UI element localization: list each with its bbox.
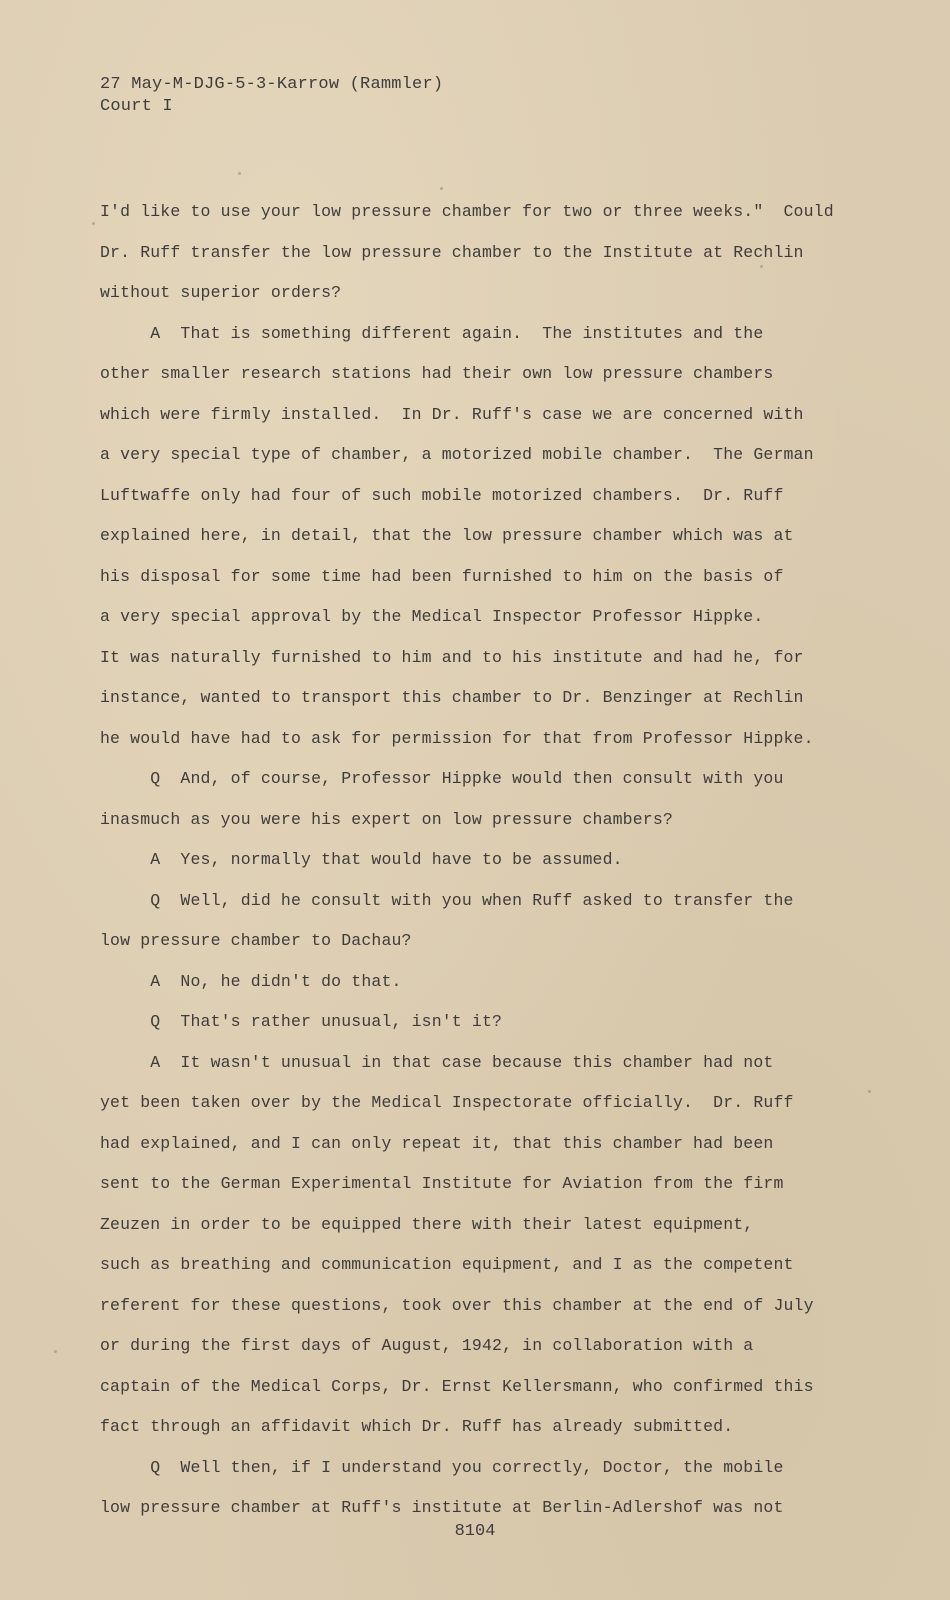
transcript-line: Q That's rather unusual, isn't it? [100, 1012, 503, 1031]
paper-speck [440, 187, 443, 190]
transcript-body [100, 192, 860, 1529]
document-header [100, 74, 443, 118]
transcript-line: a very special type of chamber, a motorized mobile chamber. The German [100, 445, 814, 464]
transcript-line: without superior orders? [100, 283, 342, 302]
transcript-line: Q Well then, if I understand you correctly, Doctor, the mobile [100, 1457, 784, 1477]
paper-speck [238, 172, 241, 175]
transcript-line: his disposal for some time had been furnished to him on the basis of [100, 566, 784, 586]
paper-speck [760, 265, 763, 268]
transcript-line: a very special approval by the Medical Inspector Professor Hippke. [100, 607, 764, 626]
transcript-line: captain of the Medical Corps, Dr. Ernst Kellersmann, who confirmed this [100, 1376, 814, 1396]
transcript-line: I'd like to use your low pressure chamber for two or three weeks." Could [100, 202, 834, 221]
transcript-line: explained here, in detail, that the low pressure chamber which was at [100, 526, 794, 545]
transcript-line: A It wasn't unusual in that case because this chamber had not [100, 1052, 774, 1072]
transcript-line: which were firmly installed. In Dr. Ruff's case we are concerned with [100, 404, 804, 424]
transcript-line: Luftwaffe only had four of such mobile motorized chambers. Dr. Ruff [100, 485, 784, 505]
transcript-line: he would have had to ask for permission for that from Professor Hippke. [100, 728, 814, 748]
transcript-line: low pressure chamber to Dachau? [100, 931, 412, 950]
transcript-line: A Yes, normally that would have to be assumed. [100, 850, 623, 869]
transcript-line: other smaller research stations had their own low pressure chambers [100, 364, 774, 383]
transcript-line: or during the first days of August, 1942, in collaboration with a [100, 1336, 754, 1355]
transcript-line: Q Well, did he consult with you when Ruff asked to transfer the [100, 890, 794, 910]
page-number: 8104 [454, 1522, 496, 1541]
transcript-line: fact through an affidavit which Dr. Ruff has already submitted. [100, 1417, 734, 1436]
transcript-line: had explained, and I can only repeat it, that this chamber had been [100, 1133, 774, 1153]
paper-speck [54, 1350, 57, 1353]
transcript-line: such as breathing and communication equipment, and I as the competent [100, 1255, 794, 1274]
transcript-line: instance, wanted to transport this chamber to Dr. Benzinger at Rechlin [100, 688, 804, 707]
transcript-line: Zeuzen in order to be equipped there with their latest equipment, [100, 1214, 754, 1234]
transcript-line: yet been taken over by the Medical Inspectorate officially. Dr. Ruff [100, 1093, 794, 1112]
transcript-line: It was naturally furnished to him and to his institute and had he, for [100, 647, 804, 667]
header-session-line: 27 May-M-DJG-5-3-Karrow (Rammler) [100, 75, 444, 94]
transcript-line: A That is something different again. The institutes and the [100, 323, 764, 343]
transcript-line: A No, he didn't do that. [100, 971, 402, 991]
paper-speck [92, 222, 95, 225]
transcript-line: sent to the German Experimental Institute for Aviation from the firm [100, 1174, 784, 1193]
transcript-line: Dr. Ruff transfer the low pressure chamber to the Institute at Rechlin [100, 242, 804, 262]
transcript-line: referent for these questions, took over this chamber at the end of July [100, 1295, 814, 1315]
paper-speck [868, 1090, 871, 1093]
transcript-line: low pressure chamber at Ruff's institute at Berlin-Adlershof was not [100, 1498, 784, 1517]
header-court-line: Court I [100, 97, 173, 116]
transcript-line: inasmuch as you were his expert on low pressure chambers? [100, 809, 673, 829]
transcript-line: Q And, of course, Professor Hippke would then consult with you [100, 769, 784, 788]
